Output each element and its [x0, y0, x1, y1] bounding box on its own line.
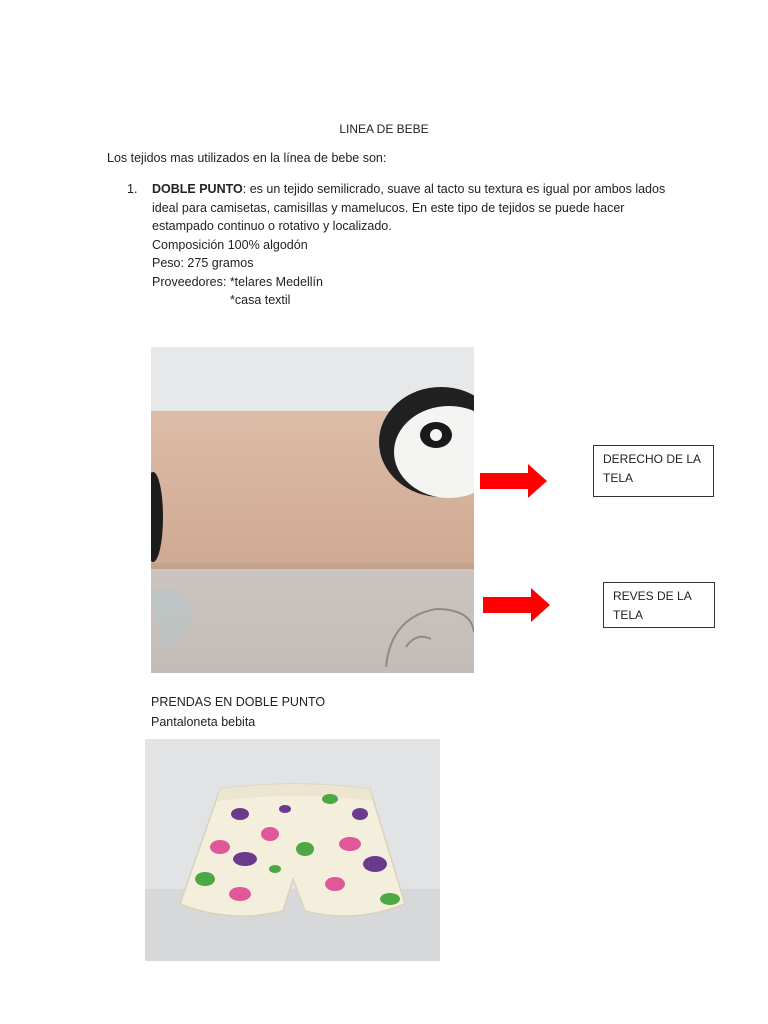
fabric-photo	[151, 347, 474, 673]
weight-text: Peso: 275 gramos	[152, 256, 254, 270]
list-item	[152, 180, 667, 310]
fabric-illustration	[151, 347, 474, 673]
label-reves: REVES DE LA TELA	[603, 582, 715, 628]
item-heading: DOBLE PUNTO	[152, 182, 243, 196]
garments-heading: PRENDAS EN DOBLE PUNTO	[151, 695, 326, 709]
intro-paragraph: Los tejidos mas utilizados en la línea de bebe son:	[107, 151, 387, 165]
label-derecho: DERECHO DE LA TELA	[593, 445, 714, 497]
arrow-right-icon	[483, 588, 551, 622]
fabric-list	[127, 180, 667, 310]
suppliers-text: Proveedores: *telares Medellín	[152, 274, 323, 289]
list-number: 1.	[127, 182, 138, 196]
suppliers-text-2: *casa textil	[230, 293, 291, 307]
item-description: : es un tejido semilicrado, suave al tacto su textura es igual por ambos lados ideal para camisetas, camisillas y mamelucos. En este tipo de tejidos se puede hacer estampado continuo o rotativo y localizado.	[152, 182, 666, 233]
arrow-right-icon	[480, 464, 548, 498]
shorts-photo	[145, 739, 440, 961]
composition-text: Composición 100% algodón	[152, 237, 308, 252]
garment-name: Pantaloneta bebita	[151, 715, 256, 729]
page-title: LINEA DE BEBE	[339, 122, 429, 136]
shorts-illustration	[145, 739, 440, 961]
